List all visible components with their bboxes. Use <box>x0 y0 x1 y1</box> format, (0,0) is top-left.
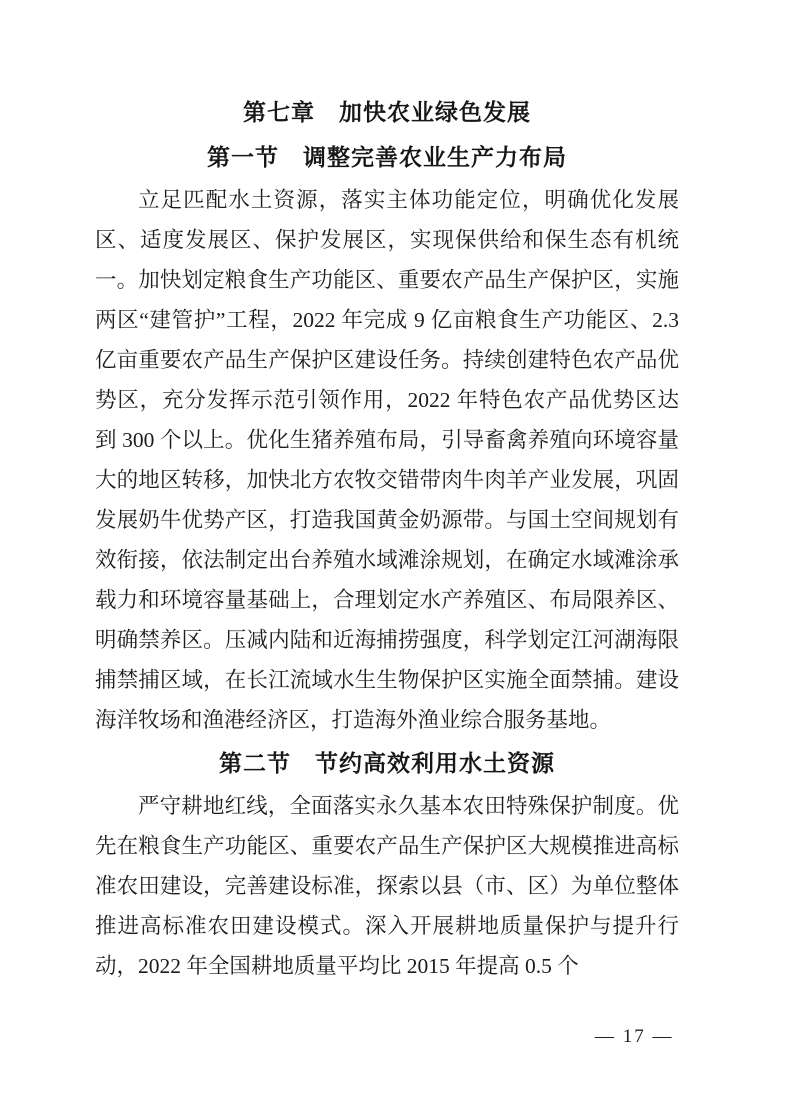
section-1 <box>95 135 679 740</box>
page-number: — 17 — <box>595 1026 674 1047</box>
section-2-title: 第二节 节约高效利用水土资源 <box>219 751 555 776</box>
section-1-title: 第一节 调整完善农业生产力布局 <box>207 145 567 170</box>
chapter-title: 第七章 加快农业绿色发展 <box>243 99 531 125</box>
section-2-paragraph: 严守耕地红线，全面落实永久基本农田特殊保护制度。优先在粮食生产功能区、重要农产品生产保护区大规模推进高标准农田建设，完善建设标准，探索以县（市、区）为单位整体推进高标准农田建设模式。深入开展耕地质量保护与提升行动，2022 年全国耕地质量平均比 2015 年提高 0.5 个 <box>95 794 679 978</box>
section-2 <box>95 741 679 986</box>
section-1-paragraph: 立足匹配水土资源，落实主体功能定位，明确优化发展区、适度发展区、保护发展区，实现保供给和保生态有机统一。加快划定粮食生产功能区、重要农产品生产保护区，实施两区“建管护”工程，2022 年完成 9 亿亩粮食生产功能区、2.3 亿亩重要农产品生产保护区建设任务。持续创建特色农产品优势区，充分发挥示范引领作用，2022 年特色农产品优势区达到 300 个以上。优化生猪养殖布局，引导畜禽养殖向环境容量大的地区转移，加快北方农牧交错带肉牛肉羊产业发展，巩固发展奶牛优势产区，打造我国黄金奶源带。与国土空间规划有效衔接，依法制定出台养殖水域滩涂规划，在确定水域滩涂承载力和环境容量基础上，合理划定水产养殖区、布局限养区、明确禁养区。压减内陆和近海捕捞强度，科学划定江河湖海限捕禁捕区域，在长江流域水生生物保护区实施全面禁捕。建设海洋牧场和渔港经济区，打造海外渔业综合服务基地。 <box>95 188 679 732</box>
document-content <box>95 90 679 986</box>
